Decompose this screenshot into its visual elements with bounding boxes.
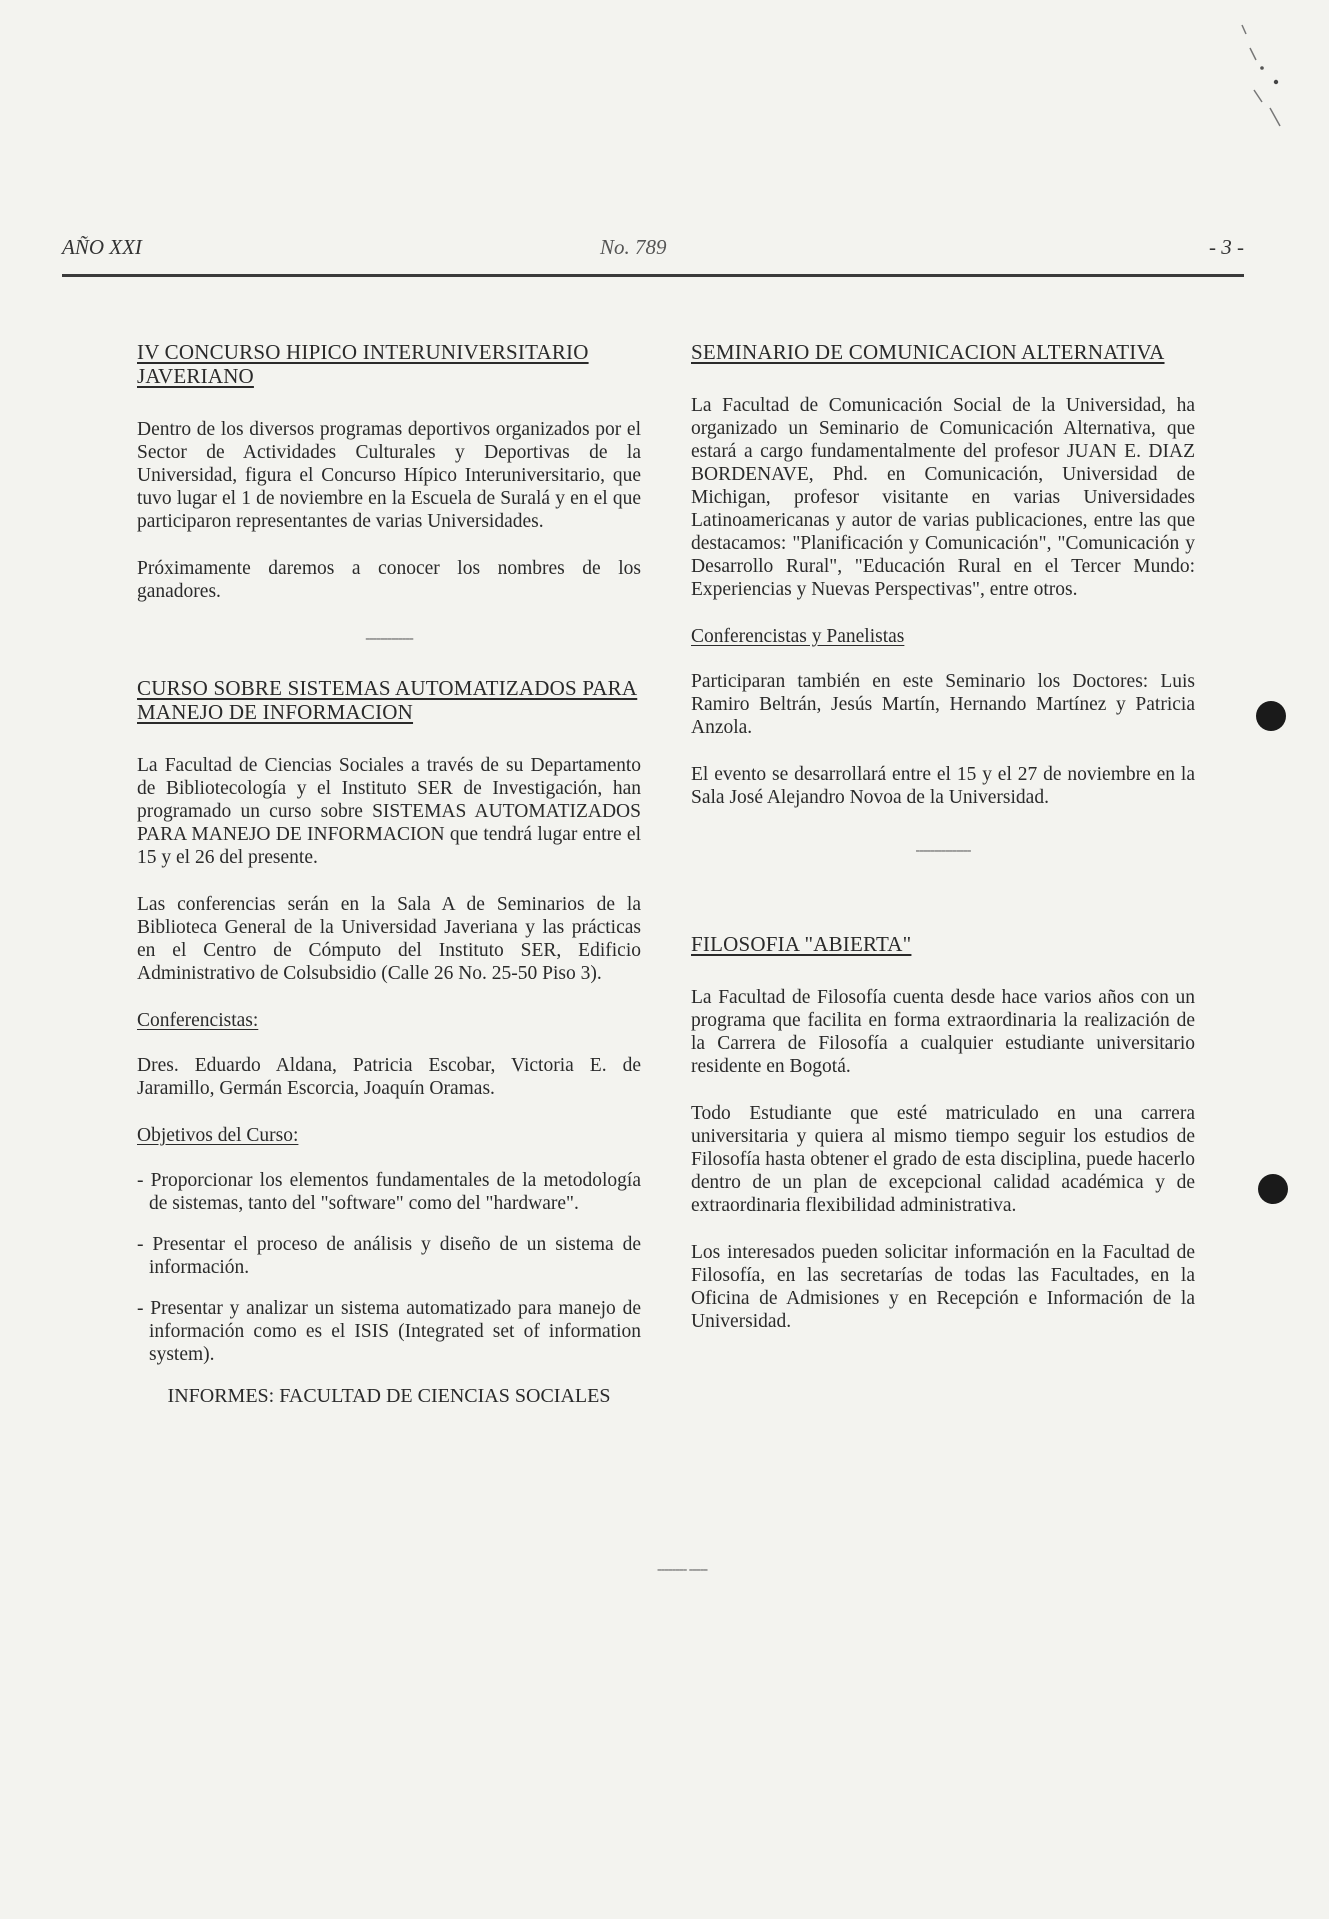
subheading: Conferencistas: bbox=[137, 1010, 259, 1031]
article-paragraph: Dentro de los diversos programas deportivos organizados por el Sector de Actividades Culturales y Deportivas de la Universidad, figura el Concurso Hípico Interuniversitario, que tuvo lugar el 1 de noviembre en la Escuela de Suralá y en el que participaron representantes de varias Universidades. bbox=[137, 419, 641, 532]
article-paragraph: Las conferencias serán en la Sala A de Seminarios de la Biblioteca General de la Universidad Javeriana y las prácticas en el Centro de Cómputo del Instituto SER, Edificio Administrativo de Colsubsidio (Calle 26 No. 25-50 Piso 3). bbox=[137, 894, 641, 984]
left-column bbox=[137, 340, 641, 1408]
article-paragraph: La Facultad de Filosofía cuenta desde hace varios años con un programa que facilita en forma extraordinaria la realización de la Carrera de Filosofía a cualquier estudiante universitario residente en Bogotá. bbox=[691, 987, 1195, 1077]
article-paragraph: La Facultad de Comunicación Social de la Universidad, ha organizado un Seminario de Comunicación Alternativa, que estará a cargo fundamentalmente del profesor JUAN E. DIAZ BORDENAVE, Phd. en Comunicación, Universidad de Michigan, profesor visitante en varias Universidades Latinoamericanas y autor de varias publicaciones, entre las que destacamos: "Planificación y Comunicación", "Comunicación y Desarrollo Rural", "Educación Rural en el Tercer Mundo: Experiencias y Nuevas Perspectivas", entre otros. bbox=[691, 395, 1195, 600]
article-paragraph: Participaran también en este Seminario los Doctores: Luis Ramiro Beltrán, Jesús Martín, Hernando Martínez y Patricia Anzola. bbox=[691, 671, 1195, 738]
objective-item: - Presentar el proceso de análisis y diseño de un sistema de información. bbox=[137, 1234, 641, 1278]
article-title: SEMINARIO DE COMUNICACION ALTERNATIVA bbox=[691, 340, 1165, 364]
header-rule bbox=[62, 274, 1244, 277]
issue-number: No. 789 bbox=[600, 235, 667, 259]
right-column bbox=[691, 340, 1195, 1357]
objective-item: - Presentar y analizar un sistema automatizado para manejo de información como es el ISIS (Integrated set of information system). bbox=[137, 1298, 641, 1365]
article-filosofia bbox=[691, 932, 1195, 1333]
article-paragraph: Todo Estudiante que esté matriculado en una carrera universitaria y quiera al mismo tiempo seguir los estudios de Filosofía hasta obtener el grado de esta disciplina, puede hacerlo dentro de un plan de excepcional calidad académica y de extraordinaria flexibilidad administrativa. bbox=[691, 1103, 1195, 1216]
section-separator: --------------- bbox=[915, 843, 971, 858]
page-number: - 3 - bbox=[1209, 235, 1244, 259]
article-paragraph: La Facultad de Ciencias Sociales a través de su Departamento de Bibliotecología y el Instituto SER de Investigación, han programado un curso sobre SISTEMAS AUTOMATIZADOS PARA MANEJO DE INFORMACION que tendrá lugar entre el 15 y el 26 del presente. bbox=[137, 755, 641, 868]
article-paragraph: Dres. Eduardo Aldana, Patricia Escobar, Victoria E. de Jaramillo, Germán Escorcia, Joaquín Oramas. bbox=[137, 1055, 641, 1099]
page-header bbox=[62, 235, 1244, 269]
year-label: AÑO XXI bbox=[62, 235, 142, 259]
article-title: CURSO SOBRE SISTEMAS AUTOMATIZADOS PARA MANEJO DE INFORMACION bbox=[137, 676, 638, 724]
subheading: Objetivos del Curso: bbox=[137, 1125, 299, 1146]
article-title: FILOSOFIA "ABIERTA" bbox=[691, 932, 912, 956]
article-concurso-hipico bbox=[137, 340, 641, 603]
section-separator: ------------- bbox=[365, 631, 413, 646]
objective-item: - Proporcionar los elementos fundamentales de la metodología de sistemas, tanto del "software" como del "hardware". bbox=[137, 1170, 641, 1214]
article-paragraph: Los interesados pueden solicitar información en la Facultad de Filosofía, en las secretarías de todas las Facultades, en la Oficina de Admisiones y en Recepción e Información de la Universidad. bbox=[691, 1242, 1195, 1332]
article-seminario bbox=[691, 340, 1195, 809]
article-curso-sistemas bbox=[137, 676, 641, 1408]
article-paragraph: El evento se desarrollará entre el 15 y el 27 de noviembre en la Sala José Alejandro Novoa de la Universidad. bbox=[691, 764, 1195, 808]
paper-mark-icon bbox=[1240, 20, 1300, 140]
punch-hole-icon bbox=[1258, 1174, 1288, 1204]
subheading: Conferencistas y Panelistas bbox=[691, 626, 905, 647]
footer-separator: -------- ----- bbox=[656, 1562, 708, 1577]
punch-hole-icon bbox=[1256, 701, 1286, 731]
article-title: IV CONCURSO HIPICO INTERUNIVERSITARIO JAVERIANO bbox=[137, 340, 589, 388]
informes-note: INFORMES: FACULTAD DE CIENCIAS SOCIALES bbox=[167, 1385, 611, 1407]
article-paragraph: Próximamente daremos a conocer los nombres de los ganadores. bbox=[137, 558, 641, 602]
